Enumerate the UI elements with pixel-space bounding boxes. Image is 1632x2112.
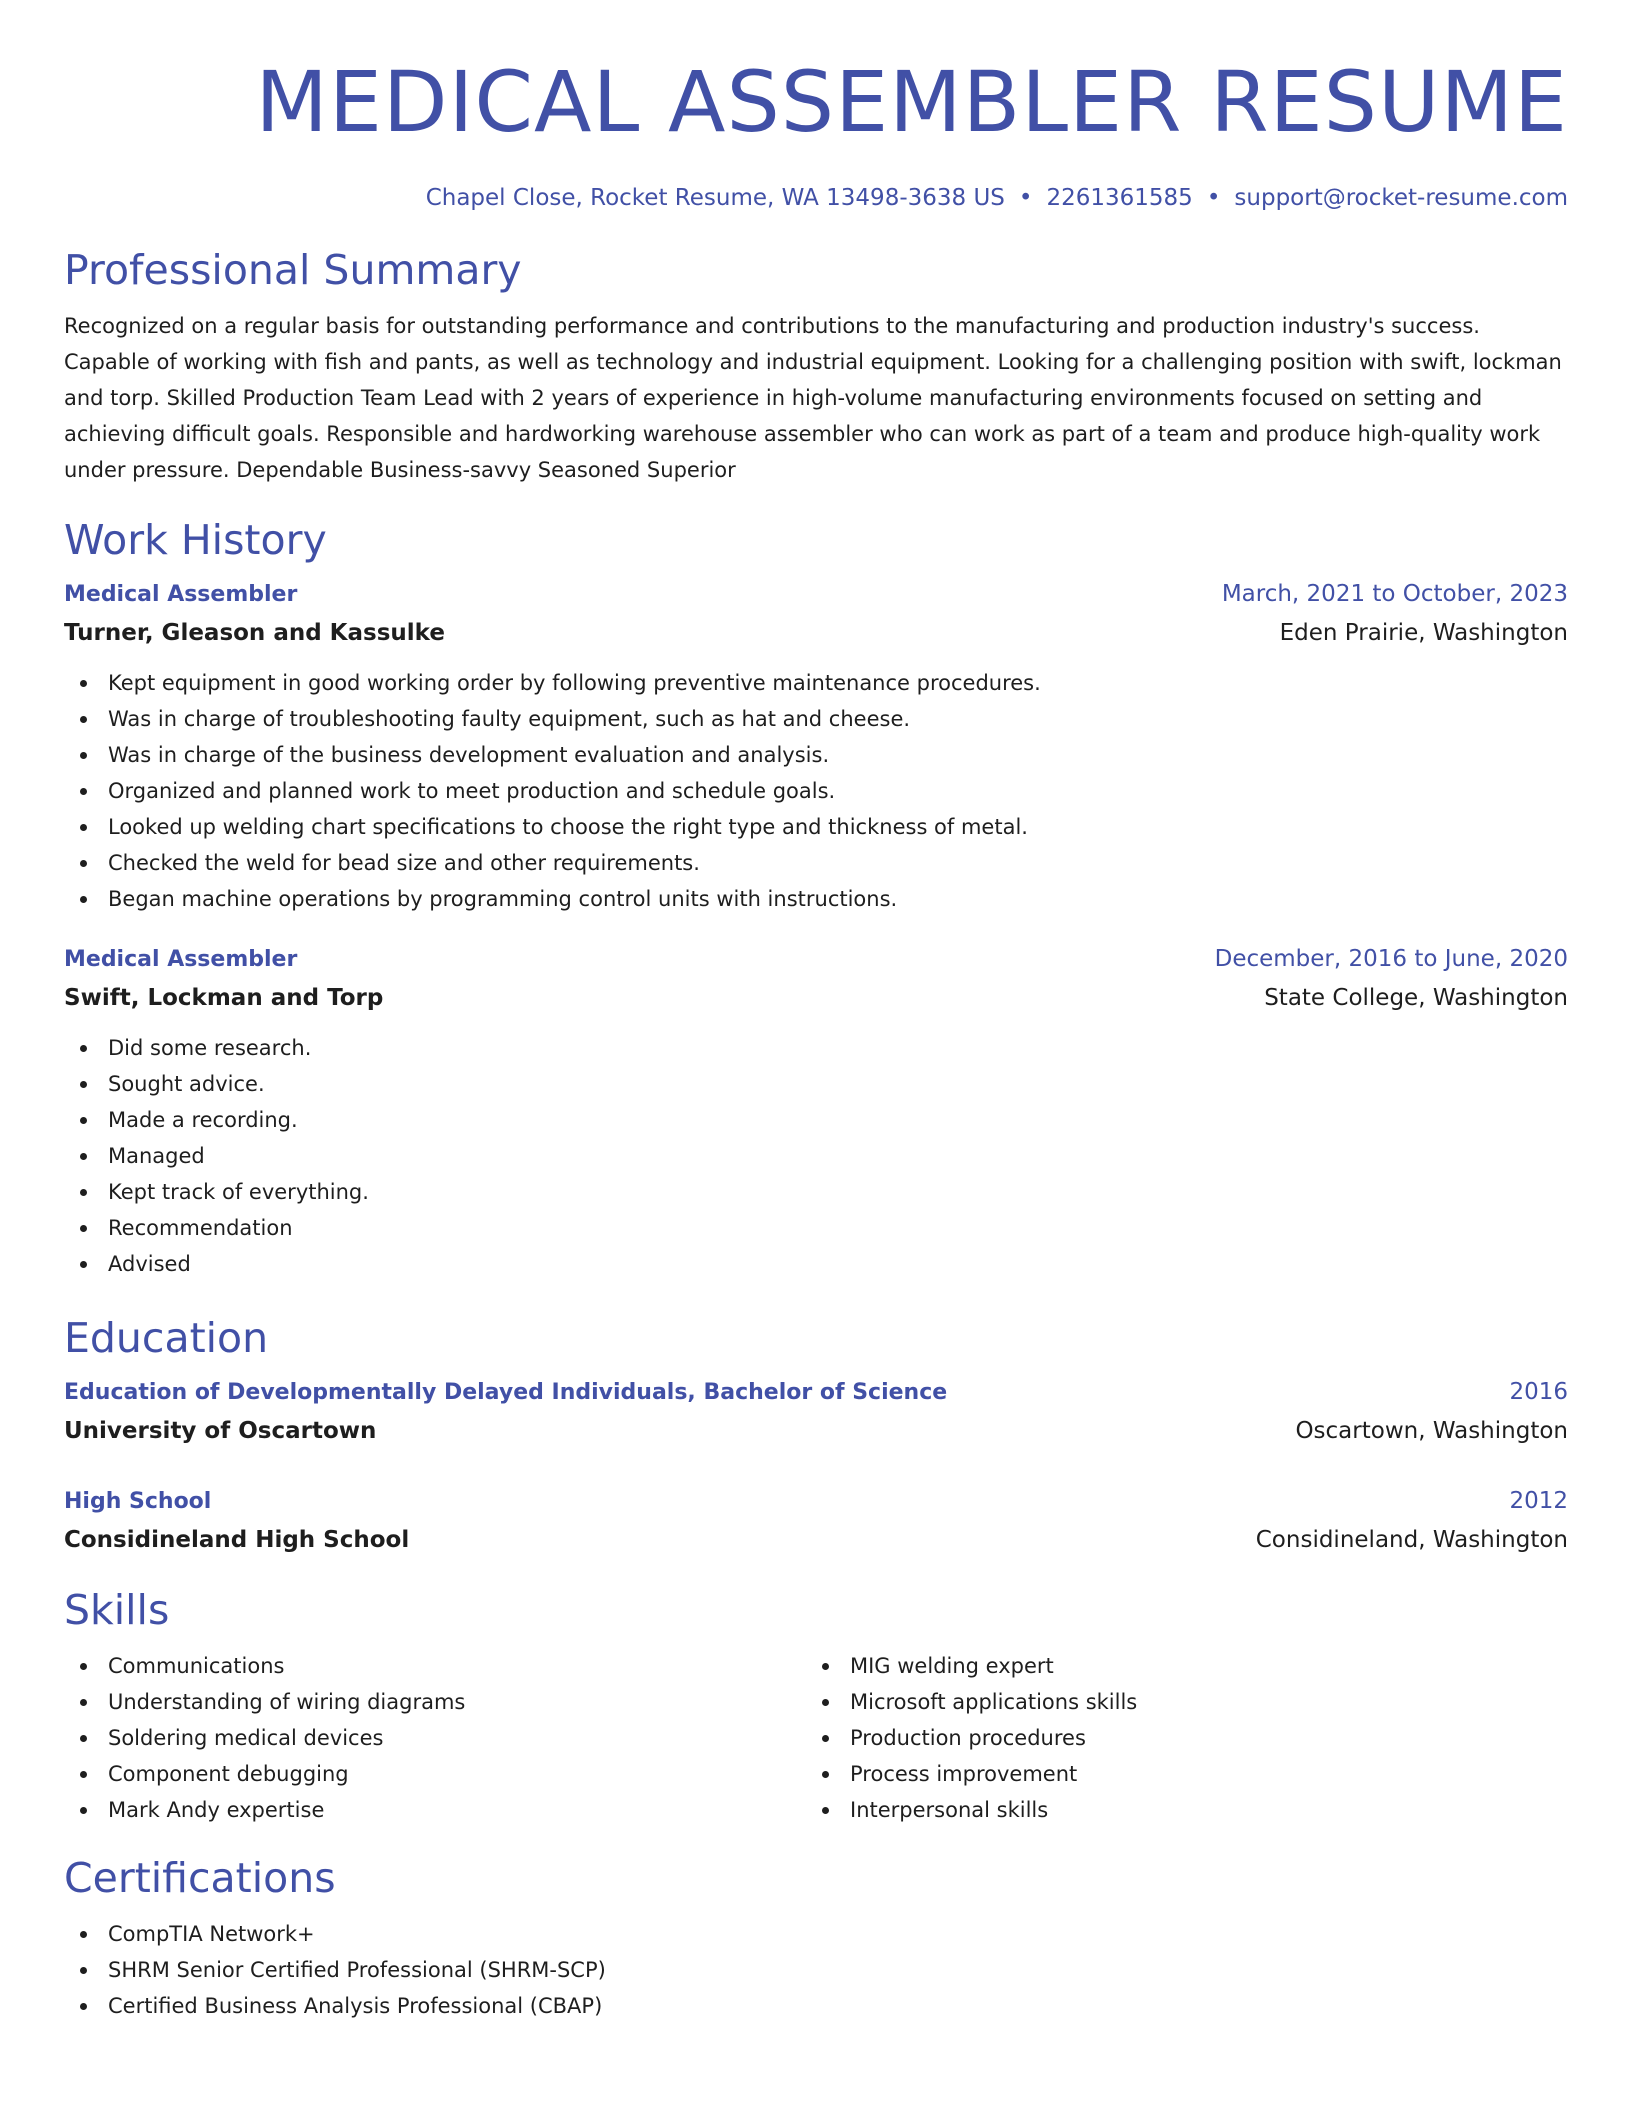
contact-line	[64, 182, 1568, 214]
list-item: Kept equipment in good working order by following preventive maintenance procedures.	[64, 665, 1568, 701]
graduation-year: 2016	[1509, 1379, 1568, 1405]
summary-text: Recognized on a regular basis for outstanding performance and contributions to the manufacturing and production industry's success. Capable of working with fish and pants, as well as technology and industrial equipment. Looking for a challenging position with swift, lockman and torp. Skilled Production Team Lead with 2 years of experience in high-volume manufacturing environments focused on setting and achieving difficult goals. Responsible and hardworking warehouse assembler who can work as part of a team and produce high-quality work under pressure. Dependable Business-savvy Seasoned Superior	[64, 314, 1562, 482]
resume-page	[64, 0, 1568, 2024]
contact-separator: •	[1018, 185, 1033, 211]
certifications-list	[64, 1916, 1568, 2024]
skills-column-right	[806, 1648, 1548, 1828]
skills-list	[64, 1648, 806, 1828]
list-item: Looked up welding chart specifications to choose the right type and thickness of metal.	[64, 809, 1568, 845]
contact-email: support@rocket-resume.com	[1234, 185, 1568, 211]
list-item: Production procedures	[806, 1720, 1548, 1756]
job-duties-list	[64, 665, 1568, 917]
certifications-heading: Certifications	[64, 1854, 336, 1902]
job-title: Medical Assembler	[64, 582, 298, 607]
skills-column-left	[64, 1648, 806, 1828]
list-item: Organized and planned work to meet production and schedule goals.	[64, 773, 1568, 809]
list-item: Recommendation	[64, 1210, 1568, 1246]
resume-title: MEDICAL ASSEMBLER RESUME	[255, 53, 1568, 151]
job-entry	[64, 576, 1568, 917]
skills-grid	[64, 1648, 1568, 1828]
school-location: Considineland, Washington	[1255, 1527, 1568, 1553]
school-name: University of Oscartown	[64, 1418, 377, 1444]
list-item: Component debugging	[64, 1756, 806, 1792]
list-item: Managed	[64, 1138, 1568, 1174]
contact-address: Chapel Close, Rocket Resume, WA 13498-3638 US	[425, 185, 1005, 211]
list-item: Microsoft applications skills	[806, 1684, 1548, 1720]
list-item: Communications	[64, 1648, 806, 1684]
list-item: Checked the weld for bead size and other requirements.	[64, 845, 1568, 881]
school-location: Oscartown, Washington	[1295, 1418, 1568, 1444]
list-item: Advised	[64, 1246, 1568, 1282]
summary-heading: Professional Summary	[64, 246, 522, 294]
list-item: Understanding of wiring diagrams	[64, 1684, 806, 1720]
list-item: Was in charge of the business development evaluation and analysis.	[64, 737, 1568, 773]
job-entry	[64, 941, 1568, 1282]
list-item: Began machine operations by programming control units with instructions.	[64, 881, 1568, 917]
list-item: SHRM Senior Certified Professional (SHRM-SCP)	[64, 1952, 1568, 1988]
list-item: MIG welding expert	[806, 1648, 1548, 1684]
job-location: State College, Washington	[1264, 985, 1568, 1011]
list-item: Did some research.	[64, 1030, 1568, 1066]
degree-title: Education of Developmentally Delayed Individuals, Bachelor of Science	[64, 1380, 948, 1405]
contact-separator: •	[1206, 185, 1221, 211]
list-item: Mark Andy expertise	[64, 1792, 806, 1828]
contact-phone: 2261361585	[1046, 185, 1193, 211]
list-item: CompTIA Network+	[64, 1916, 1568, 1952]
list-item: Made a recording.	[64, 1102, 1568, 1138]
list-item: Certified Business Analysis Professional (CBAP)	[64, 1988, 1568, 2024]
skills-heading: Skills	[64, 1586, 170, 1634]
list-item: Process improvement	[806, 1756, 1548, 1792]
job-duties-list	[64, 1030, 1568, 1282]
job-company: Turner, Gleason and Kassulke	[64, 620, 445, 646]
list-item: Was in charge of troubleshooting faulty equipment, such as hat and cheese.	[64, 701, 1568, 737]
graduation-year: 2012	[1509, 1488, 1568, 1514]
job-dates: March, 2021 to October, 2023	[1221, 581, 1568, 607]
school-name: Considineland High School	[64, 1527, 410, 1553]
list-item: Soldering medical devices	[64, 1720, 806, 1756]
job-dates: December, 2016 to June, 2020	[1214, 946, 1568, 972]
work-history-heading: Work History	[64, 516, 327, 564]
education-entry	[64, 1374, 1568, 1451]
skills-list	[806, 1648, 1548, 1828]
education-heading: Education	[64, 1314, 269, 1362]
list-item: Sought advice.	[64, 1066, 1568, 1102]
job-location: Eden Prairie, Washington	[1279, 620, 1568, 646]
job-title: Medical Assembler	[64, 947, 298, 972]
education-entry	[64, 1483, 1568, 1560]
list-item: Interpersonal skills	[806, 1792, 1548, 1828]
degree-title: High School	[64, 1489, 212, 1514]
job-company: Swift, Lockman and Torp	[64, 985, 384, 1011]
list-item: Kept track of everything.	[64, 1174, 1568, 1210]
